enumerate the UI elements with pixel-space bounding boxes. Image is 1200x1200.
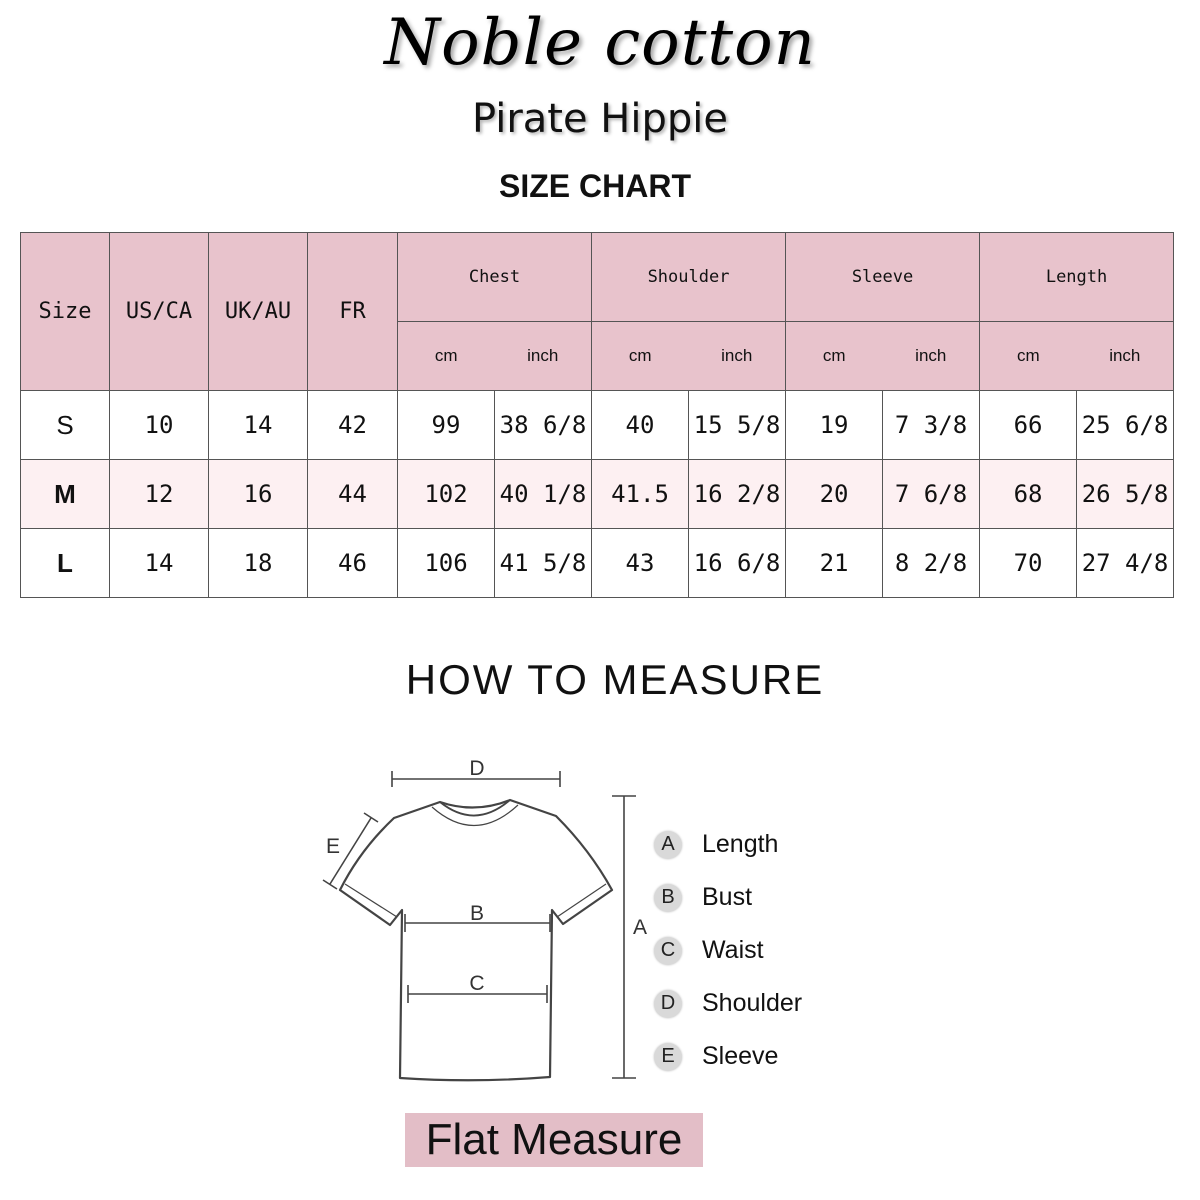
diagram-label-e: E: [325, 835, 341, 858]
header-unit-cm: cm: [786, 322, 883, 391]
legend-item-sleeve: [654, 1030, 802, 1083]
sleeve-cm-value: 20: [786, 460, 883, 529]
header-shoulder: Shoulder: [592, 233, 786, 322]
uk-au-value: 14: [209, 391, 308, 460]
letter-a-icon: A: [654, 831, 682, 859]
sleeve-cm-value: 19: [786, 391, 883, 460]
letter-b-icon: B: [654, 884, 682, 912]
length-cm-value: 66: [980, 391, 1077, 460]
size-value: S: [21, 391, 110, 460]
header-length: Length: [980, 233, 1174, 322]
diagram-label-b: B: [469, 902, 485, 925]
size-value: M: [21, 460, 110, 529]
header-us-ca: US/CA: [110, 233, 209, 391]
brand-subtitle: Pirate Hippie: [471, 96, 728, 142]
chest-inch-value: 40 1/8: [495, 460, 592, 529]
header-unit-cm: cm: [592, 322, 689, 391]
legend-label: Waist: [702, 936, 764, 964]
diagram-label-c: C: [469, 972, 485, 995]
length-cm-value: 70: [980, 529, 1077, 598]
measure-legend: [654, 818, 802, 1083]
legend-label: Shoulder: [702, 989, 803, 1017]
letter-e-icon: E: [654, 1043, 682, 1071]
header-unit-cm: cm: [980, 322, 1077, 391]
shoulder-cm-value: 43: [592, 529, 689, 598]
flat-measure-label: Flat Measure: [405, 1113, 703, 1167]
header-fr: FR: [308, 233, 398, 391]
how-to-measure-title: HOW TO MEASURE: [405, 656, 825, 703]
us-ca-value: 12: [110, 460, 209, 529]
fr-value: 42: [308, 391, 398, 460]
header-size: Size: [21, 233, 110, 391]
header-unit-cm: cm: [398, 322, 495, 391]
shoulder-inch-value: 16 2/8: [689, 460, 786, 529]
sleeve-inch-value: 7 6/8: [883, 460, 980, 529]
uk-au-value: 18: [209, 529, 308, 598]
header-unit-inch: inch: [883, 322, 980, 391]
tshirt-diagram: [300, 750, 660, 1090]
header-uk-au: UK/AU: [209, 233, 308, 391]
diagram-label-d: D: [469, 757, 485, 780]
sleeve-inch-value: 7 3/8: [883, 391, 980, 460]
diagram-label-a: A: [632, 916, 648, 939]
header-chest: Chest: [398, 233, 592, 322]
header-sleeve: Sleeve: [786, 233, 980, 322]
legend-item-bust: [654, 871, 802, 924]
brand-title: Noble cotton: [384, 6, 816, 80]
fr-value: 44: [308, 460, 398, 529]
legend-item-shoulder: [654, 977, 802, 1030]
legend-label: Bust: [702, 883, 753, 911]
table-row: [21, 460, 1174, 529]
length-cm-value: 68: [980, 460, 1077, 529]
table-row: [21, 391, 1174, 460]
tshirt-outline: [340, 800, 612, 1080]
chest-inch-value: 41 5/8: [495, 529, 592, 598]
size-chart-title: SIZE CHART: [499, 168, 691, 204]
letter-d-icon: D: [654, 990, 682, 1018]
us-ca-value: 14: [110, 529, 209, 598]
fr-value: 46: [308, 529, 398, 598]
size-value: L: [21, 529, 110, 598]
length-inch-value: 27 4/8: [1077, 529, 1174, 598]
size-chart-table: [20, 232, 1174, 598]
shoulder-cm-value: 40: [592, 391, 689, 460]
chest-inch-value: 38 6/8: [495, 391, 592, 460]
letter-c-icon: C: [654, 937, 682, 965]
sleeve-cm-value: 21: [786, 529, 883, 598]
us-ca-value: 10: [110, 391, 209, 460]
sleeve-inch-value: 8 2/8: [883, 529, 980, 598]
header-unit-inch: inch: [495, 322, 592, 391]
legend-item-waist: [654, 924, 802, 977]
legend-item-length: [654, 818, 802, 871]
uk-au-value: 16: [209, 460, 308, 529]
chest-cm-value: 102: [398, 460, 495, 529]
length-inch-value: 25 6/8: [1077, 391, 1174, 460]
chest-cm-value: 99: [398, 391, 495, 460]
header-unit-inch: inch: [1077, 322, 1174, 391]
legend-label: Sleeve: [702, 1042, 779, 1070]
shoulder-cm-value: 41.5: [592, 460, 689, 529]
shoulder-inch-value: 15 5/8: [689, 391, 786, 460]
header-unit-inch: inch: [689, 322, 786, 391]
shoulder-inch-value: 16 6/8: [689, 529, 786, 598]
legend-label: Length: [702, 830, 779, 858]
chest-cm-value: 106: [398, 529, 495, 598]
length-inch-value: 26 5/8: [1077, 460, 1174, 529]
table-row: [21, 529, 1174, 598]
